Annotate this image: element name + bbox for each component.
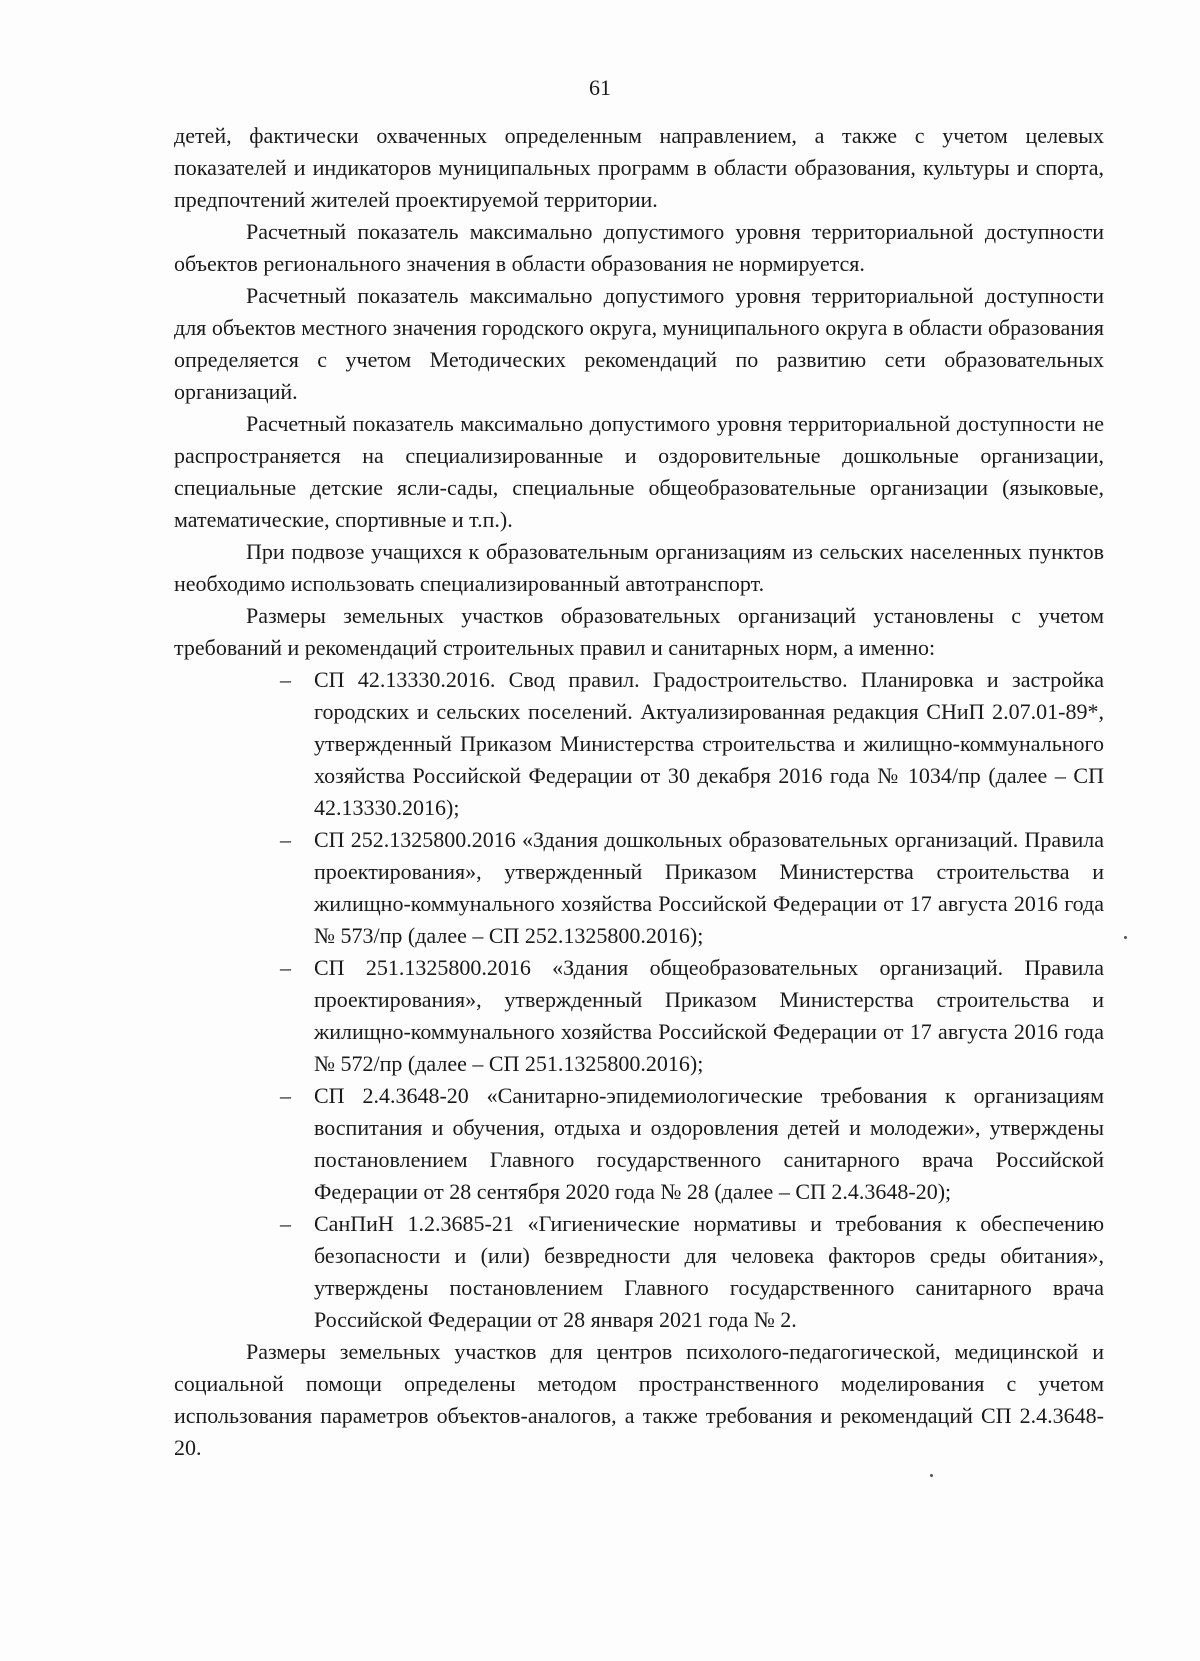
document-body bbox=[174, 120, 1104, 1464]
list-item bbox=[280, 824, 1104, 952]
regulation-sp-251: СП 251.1325800.2016 «Здания общеобразовательных организаций. Правила проектирования», утвержденный Приказом Министерства строительства и жилищно-коммунального хозяйства Российской Федерации от 17 августа 2016 года № 572/пр (далее – СП 251.1325800.2016); bbox=[314, 955, 1104, 1076]
scan-speck bbox=[930, 1474, 933, 1477]
paragraph-continuation: детей, фактически охваченных определенным направлением, а также с учетом целевых показателей и индикаторов муниципальных программ в области образования, культуры и спорта, предпочтений жителей проектируемой территории. bbox=[174, 123, 1104, 212]
regulations-list bbox=[174, 664, 1104, 1336]
list-dash: – bbox=[280, 1083, 291, 1108]
list-dash: – bbox=[280, 955, 291, 980]
list-item bbox=[280, 664, 1104, 824]
paragraph-accessibility-exceptions: Расчетный показатель максимально допустимого уровня территориальной доступности не распространяется на специализированные и оздоровительные дошкольные организации, специальные детские ясли-сады, специальные общеобразовательные организации (языковые, математические, спортивные и т.п.). bbox=[174, 411, 1104, 532]
page-number: 61 bbox=[589, 75, 611, 100]
paragraph-school-transport: При подвозе учащихся к образовательным организациям из сельских населенных пунктов необходимо использовать специализированный автотранспорт. bbox=[174, 539, 1104, 596]
list-item bbox=[280, 1080, 1104, 1208]
regulation-sanpin-1-2-3685: СанПиН 1.2.3685-21 «Гигиенические нормативы и требования к обеспечению безопасности и (или) безвредности для человека факторов среды обитания», утверждены постановлением Главного государственного санитарного врача Российской Федерации от 28 января 2021 года № 2. bbox=[314, 1211, 1104, 1332]
list-dash: – bbox=[280, 667, 291, 692]
paragraph-regional-accessibility: Расчетный показатель максимально допустимого уровня территориальной доступности объектов регионального значения в области образования не нормируется. bbox=[174, 219, 1104, 276]
list-dash: – bbox=[280, 1211, 291, 1236]
paragraph-local-accessibility: Расчетный показатель максимально допустимого уровня территориальной доступности для объектов местного значения городского округа, муниципального округа в области образования определяется с учетом Методических рекомендаций по развитию сети образовательных организаций. bbox=[174, 283, 1104, 404]
regulation-sp-2-4-3648: СП 2.4.3648-20 «Санитарно-эпидемиологические требования к организациям воспитания и обучения, отдыха и оздоровления детей и молодежи», утверждены постановлением Главного государственного санитарного врача Российской Федерации от 28 сентября 2020 года № 28 (далее – СП 2.4.3648-20); bbox=[314, 1083, 1104, 1204]
paragraph-land-plot-sizes: Размеры земельных участков образовательных организаций установлены с учетом требований и рекомендаций строительных правил и санитарных норм, а именно: bbox=[174, 603, 1104, 660]
regulation-sp-42: СП 42.13330.2016. Свод правил. Градостроительство. Планировка и застройка городских и сельских поселений. Актуализированная редакция СНиП 2.07.01-89*, утвержденный Приказом Министерства строительства и жилищно-коммунального хозяйства Российской Федерации от 30 декабря 2016 года № 1034/пр (далее – СП 42.13330.2016); bbox=[314, 667, 1104, 820]
list-item bbox=[280, 952, 1104, 1080]
scan-speck bbox=[1124, 936, 1127, 939]
regulation-sp-252: СП 252.1325800.2016 «Здания дошкольных образовательных организаций. Правила проектирования», утвержденный Приказом Министерства строительства и жилищно-коммунального хозяйства Российской Федерации от 17 августа 2016 года № 573/пр (далее – СП 252.1325800.2016); bbox=[314, 827, 1104, 948]
paragraph-psych-centers: Размеры земельных участков для центров психолого-педагогической, медицинской и социальной помощи определены методом пространственного моделирования с учетом использования параметров объектов-аналогов, а также требования и рекомендаций СП 2.4.3648-20. bbox=[174, 1339, 1104, 1460]
list-dash: – bbox=[280, 827, 291, 852]
list-item bbox=[280, 1208, 1104, 1336]
